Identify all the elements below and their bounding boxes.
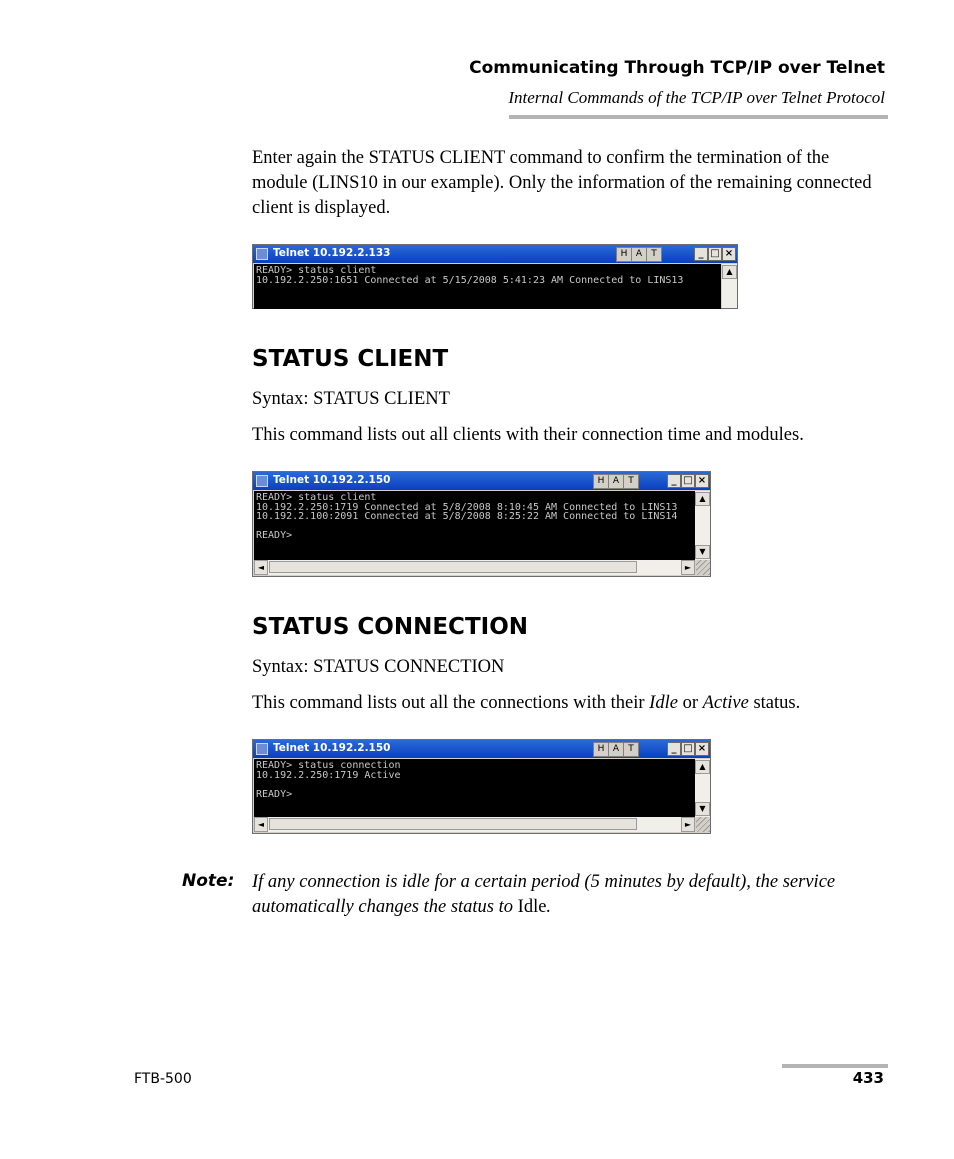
hat-indicator [616,247,662,262]
section-heading-status-connection: STATUS CONNECTION [252,614,528,640]
window-title: Telnet 10.192.2.150 [273,742,391,754]
vertical-scrollbar[interactable] [722,264,737,308]
terminal-line: READY> status client [256,265,377,276]
scroll-down-arrow-icon[interactable]: ▼ [695,545,710,559]
scroll-left-arrow-icon[interactable]: ◄ [254,817,268,832]
telnet-app-icon [256,475,268,487]
maximize-button[interactable]: □ [708,247,722,261]
scroll-left-arrow-icon[interactable]: ◄ [254,560,268,575]
hat-t: T [628,476,634,486]
title-bar[interactable] [253,245,737,263]
scroll-right-arrow-icon[interactable]: ► [681,817,695,832]
vertical-scrollbar[interactable] [695,491,710,560]
terminal-line: READY> [256,530,293,541]
terminal-line [256,522,695,532]
term-active: Active [702,693,749,713]
terminal-line [256,780,695,790]
terminal-line: 10.192.2.100:2091 Connected at 5/8/2008 8:25:22 AM Connected to LINS14 [256,511,678,522]
maximize-button[interactable]: □ [681,742,695,756]
minimize-button[interactable]: _ [694,247,708,261]
hat-h: H [594,743,609,756]
telnet-window-1 [252,244,738,309]
hat-h: H [594,475,609,488]
scroll-up-arrow-icon[interactable]: ▲ [695,760,710,774]
minimize-button[interactable]: _ [667,742,681,756]
hat-t: T [628,744,634,754]
window-title: Telnet 10.192.2.133 [273,247,391,259]
maximize-button[interactable]: □ [681,474,695,488]
telnet-app-icon [256,743,268,755]
syntax-status-connection: Syntax: STATUS CONNECTION [252,657,505,677]
terminal-line: READY> status client [256,492,377,503]
hat-a: A [632,248,647,261]
terminal-output[interactable] [254,264,721,309]
running-header-subtitle: Internal Commands of the TCP/IP over Telnet Protocol [508,88,885,107]
horizontal-scrollbar[interactable] [254,560,695,575]
terminal-line: 10.192.2.250:1719 Active [256,769,401,781]
page-number: 433 [852,1069,884,1087]
telnet-window-3 [252,739,711,834]
telnet-app-icon [256,248,268,260]
footer-product: FTB-500 [134,1071,192,1087]
scroll-up-arrow-icon[interactable]: ▲ [695,492,710,506]
scroll-right-arrow-icon[interactable]: ► [681,560,695,575]
term-idle: Idle [649,693,678,713]
syntax-status-client: Syntax: STATUS CLIENT [252,389,450,409]
description-status-client: This command lists out all clients with their connection time and modules. [252,425,804,445]
hat-h: H [617,248,632,261]
minimize-button[interactable]: _ [667,474,681,488]
note-label: Note: [182,871,235,891]
close-button[interactable]: × [695,474,709,488]
note-text: If any connection is idle for a certain period (5 minutes by default), the service automatically changes the status to Idle. [252,872,836,917]
resize-grip-icon[interactable] [696,560,710,575]
resize-grip-icon[interactable] [696,817,710,832]
close-button[interactable]: × [695,742,709,756]
scroll-up-arrow-icon[interactable]: ▲ [722,265,737,279]
terminal-line: READY> status connection [256,760,401,771]
hat-a: A [609,475,624,488]
horizontal-scrollbar[interactable] [254,817,695,832]
close-button[interactable]: × [722,247,736,261]
footer-rule [782,1064,888,1068]
scroll-thumb[interactable] [269,561,637,573]
hat-indicator [593,742,639,757]
intro-paragraph: Enter again the STATUS CLIENT command to confirm the termination of the module (LINS10 in our example). Only the information of the remaining connected client is displayed. [252,148,872,218]
description-status-connection: This command lists out all the connections with their Idle or Active status. [252,693,801,713]
vertical-scrollbar[interactable] [695,759,710,817]
scroll-down-arrow-icon[interactable]: ▼ [695,802,710,816]
title-bar[interactable] [253,472,710,490]
terminal-line: 10.192.2.250:1719 Connected at 5/8/2008 8:10:45 AM Connected to LINS13 [256,501,678,513]
telnet-window-2 [252,471,711,577]
running-header-title: Communicating Through TCP/IP over Telnet [469,58,885,78]
hat-a: A [609,743,624,756]
terminal-output[interactable] [254,491,695,560]
note-idle-value: Idle [517,897,547,917]
scroll-thumb[interactable] [269,818,637,830]
section-heading-status-client: STATUS CLIENT [252,346,449,372]
title-bar[interactable] [253,740,710,758]
terminal-line: 10.192.2.250:1651 Connected at 5/15/2008 5:41:23 AM Connected to LINS13 [256,274,684,286]
window-title: Telnet 10.192.2.150 [273,474,391,486]
terminal-output[interactable] [254,759,695,817]
hat-t: T [651,249,657,259]
header-rule [509,115,888,119]
hat-indicator [593,474,639,489]
terminal-line: READY> [256,788,293,800]
